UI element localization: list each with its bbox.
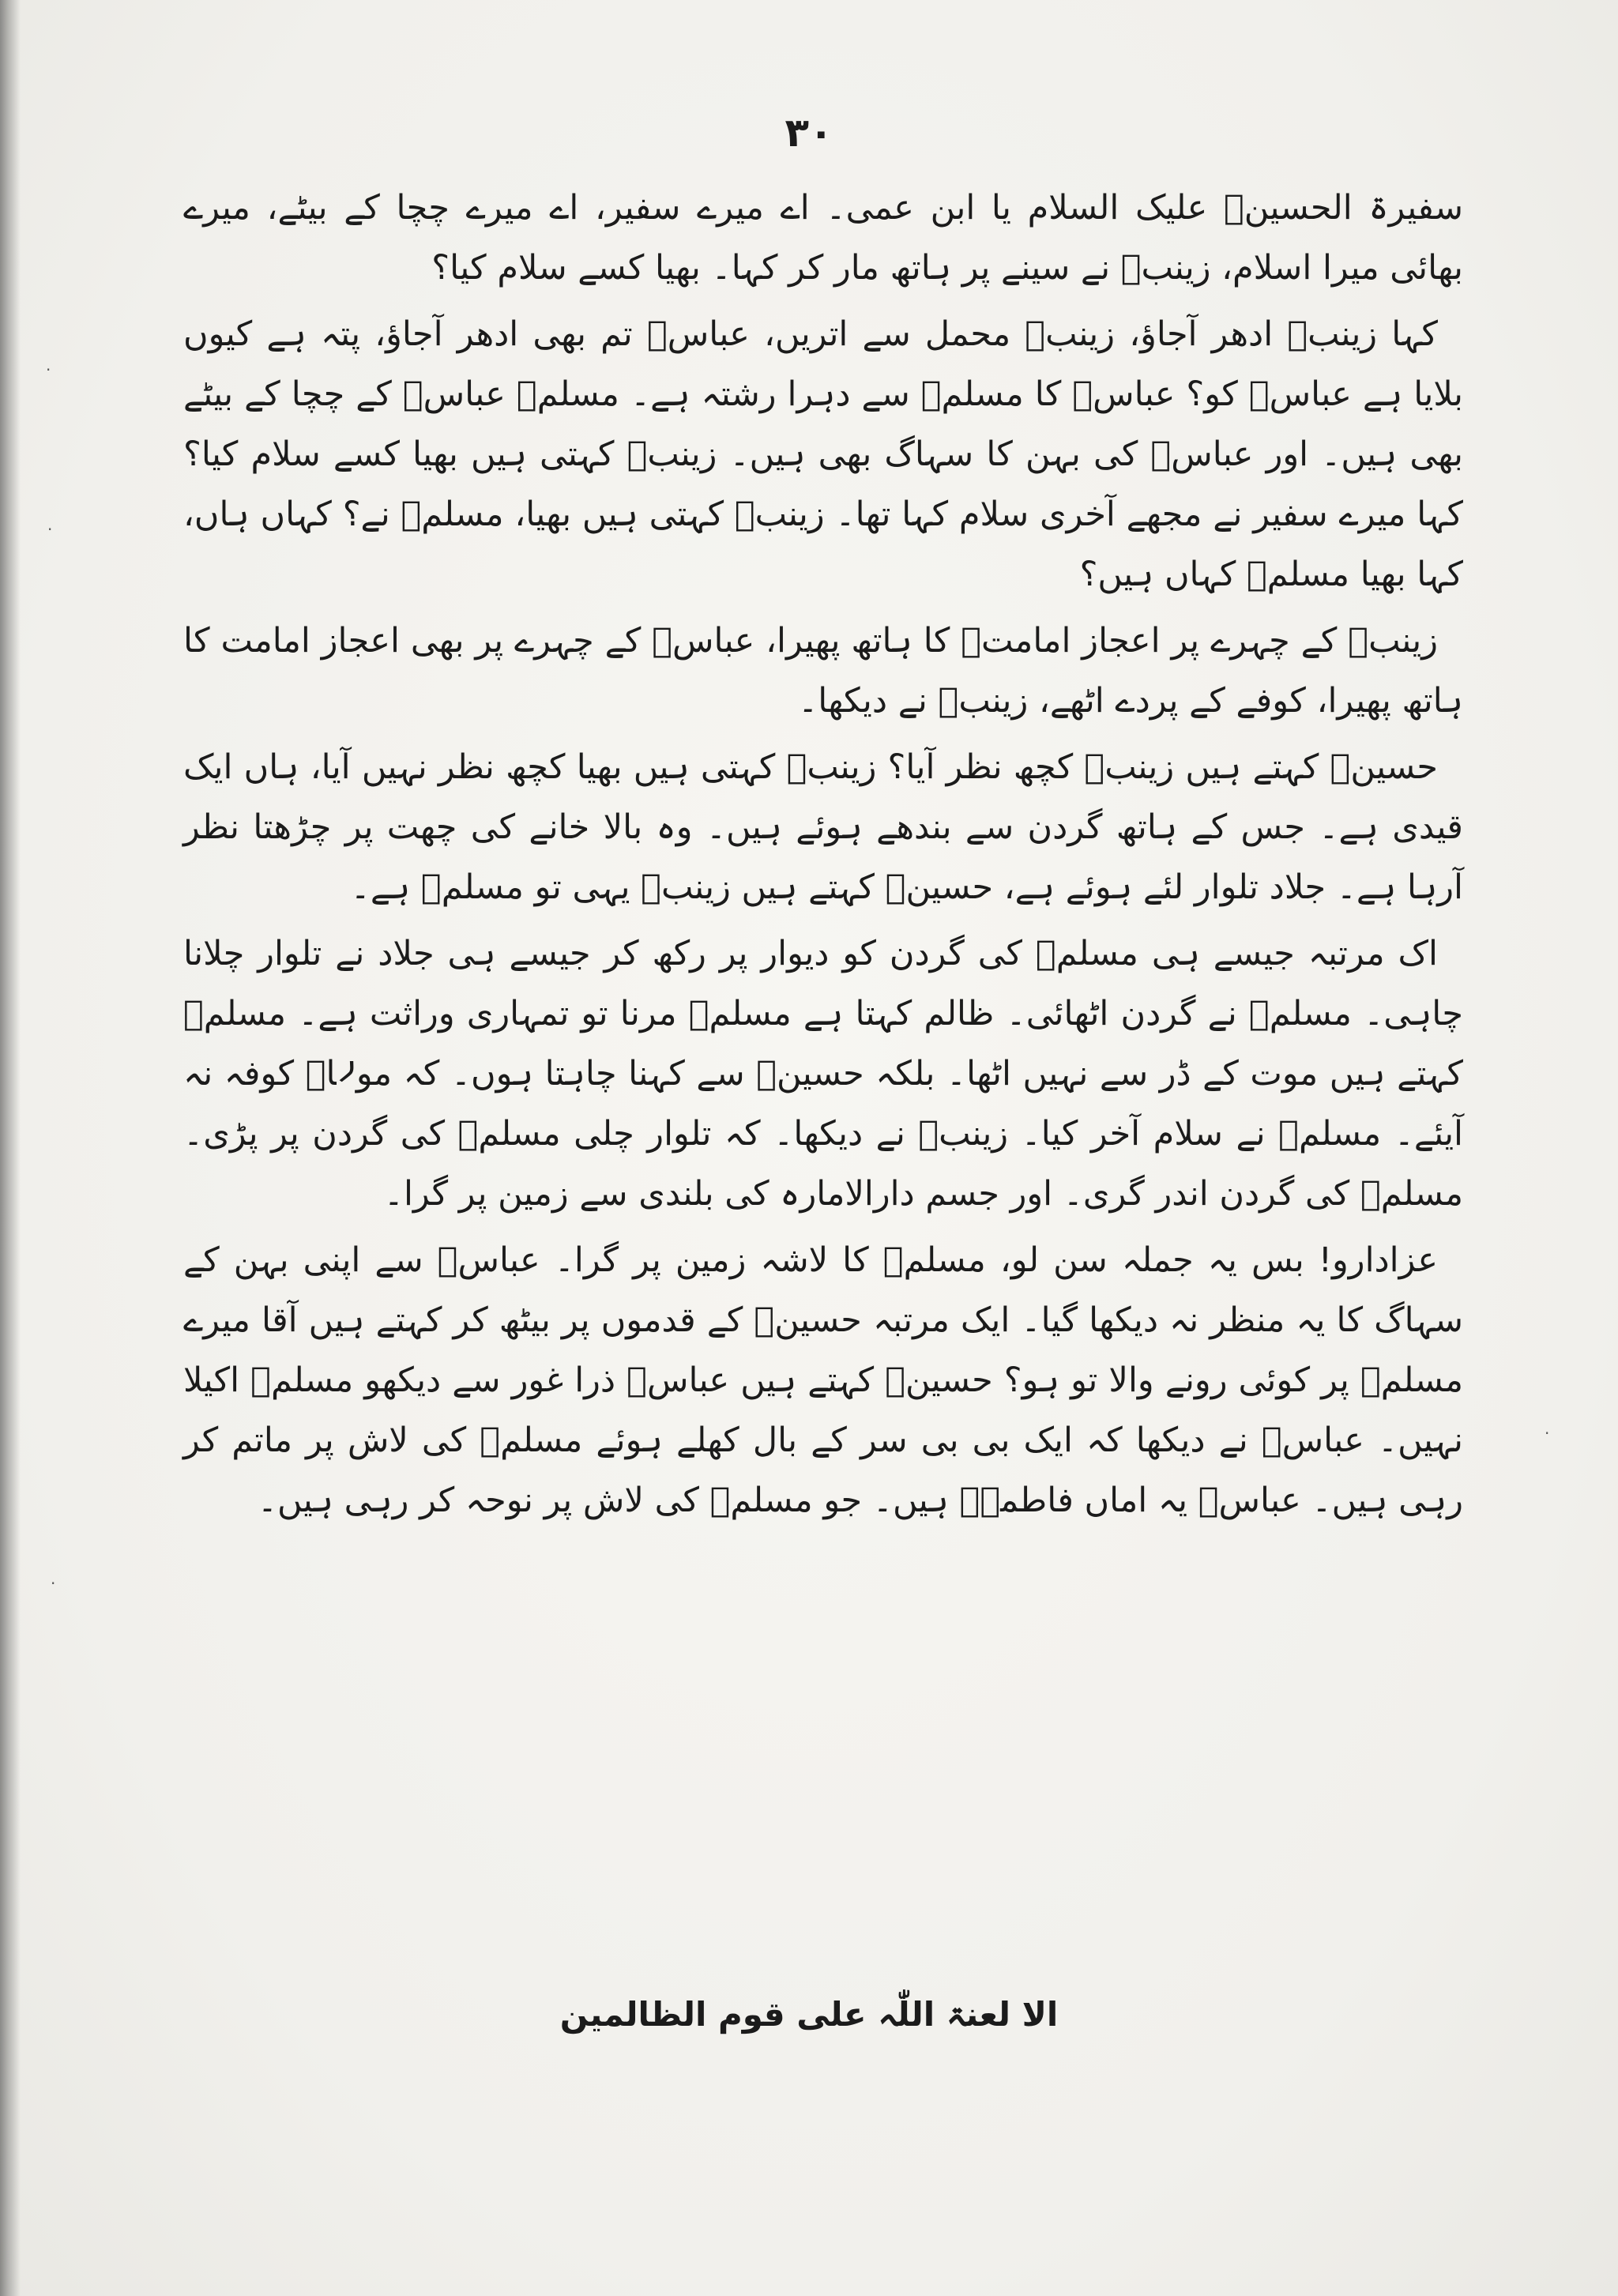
paragraph: اک مرتبہ جیسے ہی مسلمؑ کی گردن کو دیوار پر رکھ کر جیسے ہی جلاد نے تلوار چلانا چاہی۔ مسلمؑ نے گردن اٹھائی۔ ظالم کہتا ہے مسلمؑ مرنا تو تمہاری وراثت ہے۔ مسلمؑ کہتے ہیں موت کے ڈر سے نہیں اٹھا۔ بلکہ حسینؑ سے کہنا چاہتا ہوں۔ کہ مولاؑ کوفہ نہ آیئے۔ مسلمؑ نے سلام آخر کیا۔ زینبؑ نے دیکھا۔ کہ تلوار چلی مسلمؑ کی گردن پر پڑی۔ مسلمؑ کی گردن اندر گری۔ اور جسم دارالامارہ کی بلندی سے زمین پر گرا۔ <box>183 934 1463 1214</box>
paragraph: زینبؑ کے چہرے پر اعجاز امامتؑ کا ہاتھ پھیرا، عباسؑ کے چہرے پر بھی اعجاز امامت کا ہاتھ پھیرا، کوفے کے پردے اٹھے، زینبؑ نے دیکھا۔ <box>183 621 1463 721</box>
body-text <box>183 178 1463 1537</box>
paragraph: کہا زینبؑ ادھر آجاؤ، زینبؑ محمل سے اتریں، عباسؑ تم بھی ادھر آجاؤ، پتہ ہے کیوں بلایا ہے عباسؑ کو؟ عباسؑ کا مسلمؑ سے دہرا رشتہ ہے۔ مسلمؑ عباسؑ کے چچا کے بیٹے بھی ہیں۔ اور عباسؑ کی بہن کا سہاگ بھی ہیں۔ زینبؑ کہتی ہیں بھیا کسے سلام کیا؟ کہا میرے سفیر نے مجھے آخری سلام کہا تھا۔ زینبؑ کہتی ہیں بھیا، مسلمؑ نے؟ کہاں ہاں، کہا بھیا مسلمؑ کہاں ہیں؟ <box>183 314 1463 594</box>
scan-speck: · <box>1545 1424 1550 1443</box>
scan-edge-shadow <box>0 0 21 2296</box>
page-number: ۳۰ <box>785 110 833 156</box>
paragraph: عزادارو! بس یہ جملہ سن لو، مسلمؑ کا لاشہ زمین پر گرا۔ عباسؑ سے اپنی بہن کے سہاگ کا یہ منظر نہ دیکھا گیا۔ ایک مرتبہ حسینؑ کے قدموں پر بیٹھ کر کہتے ہیں آقا میرے مسلمؑ پر کوئی رونے والا تو ہو؟ حسینؑ کہتے ہیں عباسؑ ذرا غور سے دیکھو مسلمؑ اکیلا نہیں۔ عباسؑ نے دیکھا کہ ایک بی بی سر کے بال کھلے ہوئے مسلمؑ کی لاش پر ماتم کر رہی ہیں۔ عباسؑ یہ اماں فاطمہؑ ہیں۔ جو مسلمؑ کی لاش پر نوحہ کر رہی ہیں۔ <box>183 1240 1463 1520</box>
scan-speck: · <box>46 360 51 379</box>
scan-speck: · <box>51 1574 56 1593</box>
paragraph: سفیرۃ الحسینؑ علیک السلام یا ابن عمی۔ اے میرے سفیر، اے میرے چچا کے بیٹے، میرے بھائی میرا اسلام، زینبؑ نے سینے پر ہاتھ مار کر کہا۔ بھیا کسے سلام کیا؟ <box>183 188 1463 288</box>
paragraph: حسینؑ کہتے ہیں زینبؑ کچھ نظر آیا؟ زینبؑ کہتی ہیں بھیا کچھ نظر نہیں آیا، ہاں ایک قیدی ہے۔ جس کے ہاتھ گردن سے بندھے ہوئے ہیں۔ وہ بالا خانے کی چھت پر چڑھتا نظر آرہا ہے۔ جلاد تلوار لئے ہوئے ہے، حسینؑ کہتے ہیں زینبؑ یہی تو مسلمؑ ہے۔ <box>183 747 1463 907</box>
scan-speck: · <box>47 520 53 539</box>
closing-invocation: الا لعنۃ اللّٰہ علی قوم الظالمین <box>559 1995 1059 2034</box>
